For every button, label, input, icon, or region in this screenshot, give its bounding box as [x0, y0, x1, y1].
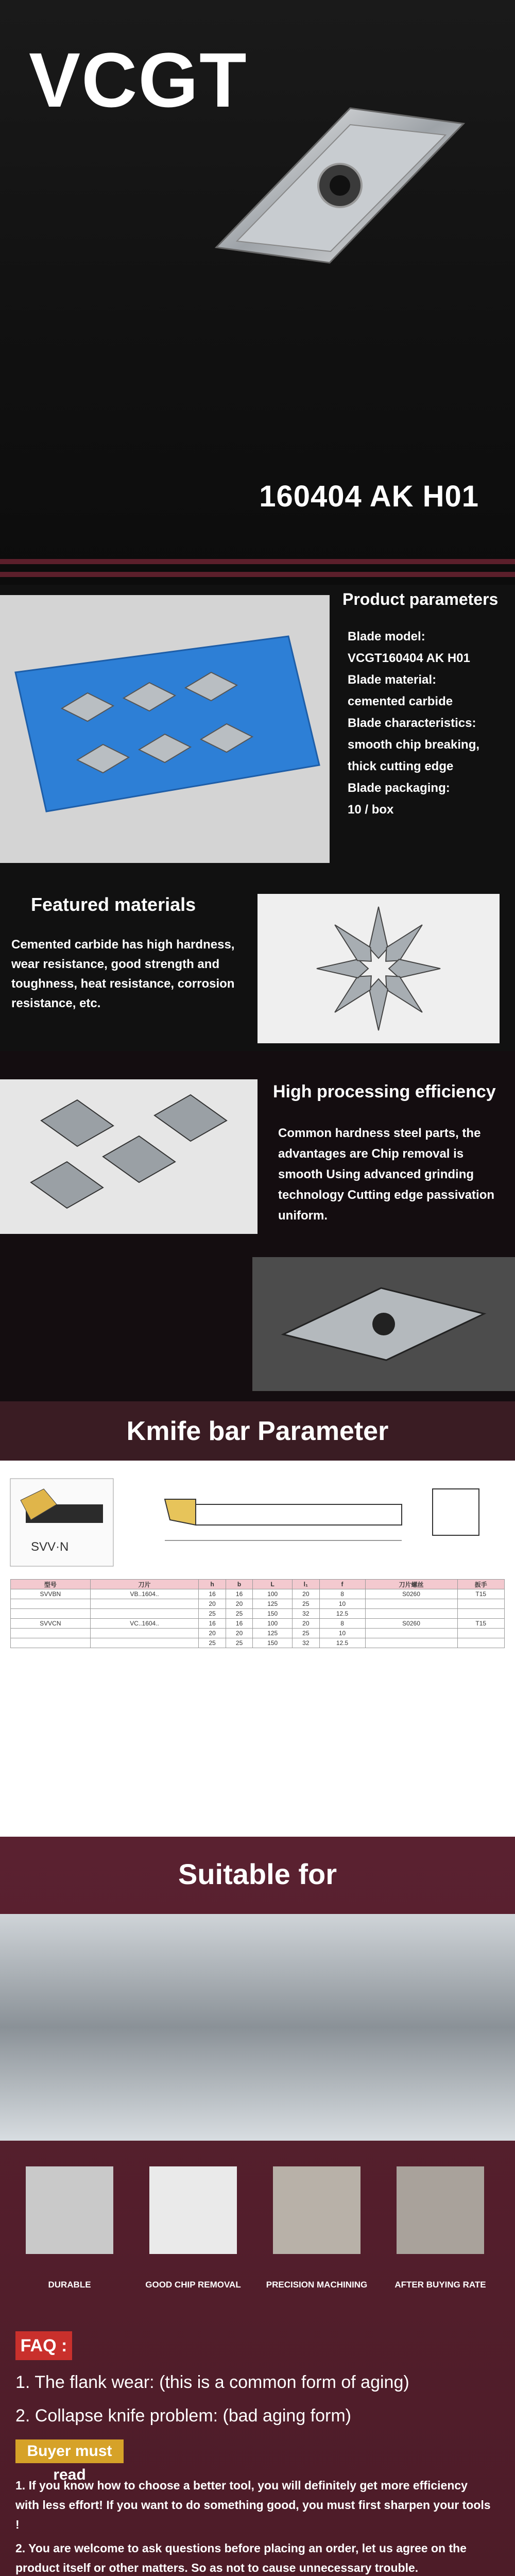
efficiency-text: Common hardness steel parts, the advantages are Chip removal is smooth Using advanced grinding technology Cutting edge passivation uniform. — [278, 1126, 495, 1223]
params-item: thick cutting edge — [348, 759, 454, 773]
params-item: 10 / box — [348, 803, 394, 817]
table-cell: 125 — [253, 1599, 293, 1609]
table-cell: 32 — [293, 1609, 319, 1619]
table-cell — [90, 1629, 199, 1638]
table-cell — [365, 1599, 457, 1609]
table-cell: S0260 — [365, 1589, 457, 1599]
knife-title: Kmife bar Parameter — [126, 1416, 389, 1446]
must-read-badge: Buyer must read — [15, 2439, 124, 2463]
table-row — [11, 1609, 505, 1619]
efficiency-section — [0, 1051, 515, 1401]
table-cell: VB..1604.. — [90, 1589, 199, 1599]
table-cell — [90, 1599, 199, 1609]
table-row — [11, 1638, 505, 1648]
table-cell: 32 — [293, 1638, 319, 1648]
insert-chip-image — [196, 77, 484, 294]
table-cell: S0260 — [365, 1619, 457, 1629]
params-title: Product parameters — [342, 590, 499, 608]
table-header: L — [253, 1580, 293, 1589]
model-title: 160404 AK H01 — [259, 480, 479, 513]
suitable-section — [0, 1837, 515, 2576]
featured-text: Cemented carbide has high hardness, wear resistance, good strength and toughness, heat resistance, corrosion resistance, etc. — [11, 938, 235, 1010]
note-item: 2. You are welcome to ask questions before placing an order, let us agree on the product itself or other matters. So as not to cause unnecessary trouble. — [15, 2541, 467, 2574]
table-cell: 10 — [319, 1599, 365, 1609]
knife-band — [0, 1401, 515, 1461]
table-header: 型号 — [11, 1580, 91, 1589]
buyer-notes — [15, 2476, 494, 2576]
table-cell: T15 — [457, 1619, 504, 1629]
table-cell — [11, 1599, 91, 1609]
insert-closeup-photo — [252, 1257, 515, 1391]
table-cell: 20 — [199, 1599, 226, 1609]
table-cell: T15 — [457, 1589, 504, 1599]
table-cell: 16 — [199, 1589, 226, 1599]
table-cell: 16 — [199, 1619, 226, 1629]
inserts-ring-photo — [258, 894, 500, 1043]
table-cell: 100 — [253, 1589, 293, 1599]
table-cell: 8 — [319, 1619, 365, 1629]
params-item: Blade model: — [348, 630, 425, 643]
table-row — [11, 1589, 505, 1599]
faq-badge: FAQ : — [15, 2331, 72, 2360]
table-row — [11, 1599, 505, 1609]
table-cell — [457, 1599, 504, 1609]
use-case-grid — [0, 2166, 515, 2275]
table-header: f — [319, 1580, 365, 1589]
knife-table — [10, 1579, 505, 1648]
brand-title: VCGT — [29, 37, 248, 123]
toolholder-label: SVV·N — [31, 1540, 69, 1554]
table-cell: 25 — [293, 1599, 319, 1609]
params-item: VCGT160404 AK H01 — [348, 651, 470, 665]
caption: PRECISION MACHINING — [266, 2280, 368, 2290]
suitable-title: Suitable for — [178, 1858, 337, 1890]
table-cell — [11, 1629, 91, 1638]
divider — [0, 572, 515, 577]
table-cell: 150 — [253, 1638, 293, 1648]
table-row — [11, 1629, 505, 1638]
table-cell: 20 — [293, 1619, 319, 1629]
efficiency-title: High processing efficiency — [273, 1082, 496, 1101]
use-case-image — [26, 2166, 113, 2254]
divider — [0, 559, 515, 564]
use-case-image — [273, 2166, 360, 2254]
table-header: b — [226, 1580, 252, 1589]
params-list — [348, 626, 507, 821]
table-header: 刀片 — [90, 1580, 199, 1589]
caption: DURABLE — [48, 2280, 91, 2290]
steel-bars-photo — [0, 1914, 515, 2141]
table-cell — [11, 1638, 91, 1648]
table-cell: 12.5 — [319, 1609, 365, 1619]
table-header: h — [199, 1580, 226, 1589]
table-cell — [365, 1638, 457, 1648]
table-cell: 25 — [199, 1638, 226, 1648]
table-cell: 100 — [253, 1619, 293, 1629]
product-box-photo — [0, 595, 330, 863]
note-item: 1. If you know how to choose a better tool, you will definitely get more efficiency with less effort! If you want to do something good, you must first sharpen your tools ! — [15, 2479, 491, 2531]
table-cell: SVVCN — [11, 1619, 91, 1629]
faq-line: 2. Collapse knife problem: (bad aging form) — [15, 2406, 351, 2426]
table-cell — [90, 1609, 199, 1619]
table-cell: 125 — [253, 1629, 293, 1638]
table-cell: 16 — [226, 1589, 252, 1599]
inserts-pile-photo — [0, 1079, 258, 1234]
table-cell: 20 — [199, 1629, 226, 1638]
table-header: 刀片螺丝 — [365, 1580, 457, 1589]
caption: GOOD CHIP REMOVAL — [145, 2280, 241, 2290]
table-cell: 25 — [293, 1629, 319, 1638]
table-cell: 8 — [319, 1589, 365, 1599]
params-item: smooth chip breaking, — [348, 738, 480, 752]
table-cell: 25 — [226, 1638, 252, 1648]
table-cell: 25 — [226, 1609, 252, 1619]
product-parameters-section — [0, 585, 515, 873]
hero-section — [0, 0, 515, 585]
params-item: Blade packaging: — [348, 781, 450, 795]
table-cell: 25 — [199, 1609, 226, 1619]
featured-materials-section — [0, 873, 515, 1051]
table-cell: 150 — [253, 1609, 293, 1619]
table-cell: 20 — [226, 1629, 252, 1638]
knife-bar-section — [0, 1401, 515, 1837]
use-case-image — [397, 2166, 484, 2254]
table-cell: 12.5 — [319, 1638, 365, 1648]
params-item: cemented carbide — [348, 694, 453, 708]
caption: AFTER BUYING RATE — [394, 2280, 486, 2290]
params-item: Blade characteristics: — [348, 716, 476, 730]
table-cell — [90, 1638, 199, 1648]
table-cell: 16 — [226, 1619, 252, 1629]
featured-title: Featured materials — [31, 894, 196, 915]
table-cell: 20 — [226, 1599, 252, 1609]
table-cell — [457, 1629, 504, 1638]
table-cell: 20 — [293, 1589, 319, 1599]
table-cell — [365, 1609, 457, 1619]
params-item: Blade material: — [348, 673, 437, 687]
toolholder-drawing — [0, 1468, 515, 1571]
table-header: l₁ — [293, 1580, 319, 1589]
table-cell — [11, 1609, 91, 1619]
table-cell: SVVBN — [11, 1589, 91, 1599]
table-header: 扳手 — [457, 1580, 504, 1589]
faq-line: 1. The flank wear: (this is a common form of aging) — [15, 2372, 409, 2392]
table-cell: VC..1604.. — [90, 1619, 199, 1629]
table-cell: 10 — [319, 1629, 365, 1638]
table-cell — [365, 1629, 457, 1638]
use-case-image — [149, 2166, 237, 2254]
table-row — [11, 1619, 505, 1629]
table-cell — [457, 1609, 504, 1619]
table-cell — [457, 1638, 504, 1648]
use-case-captions — [0, 2280, 515, 2295]
